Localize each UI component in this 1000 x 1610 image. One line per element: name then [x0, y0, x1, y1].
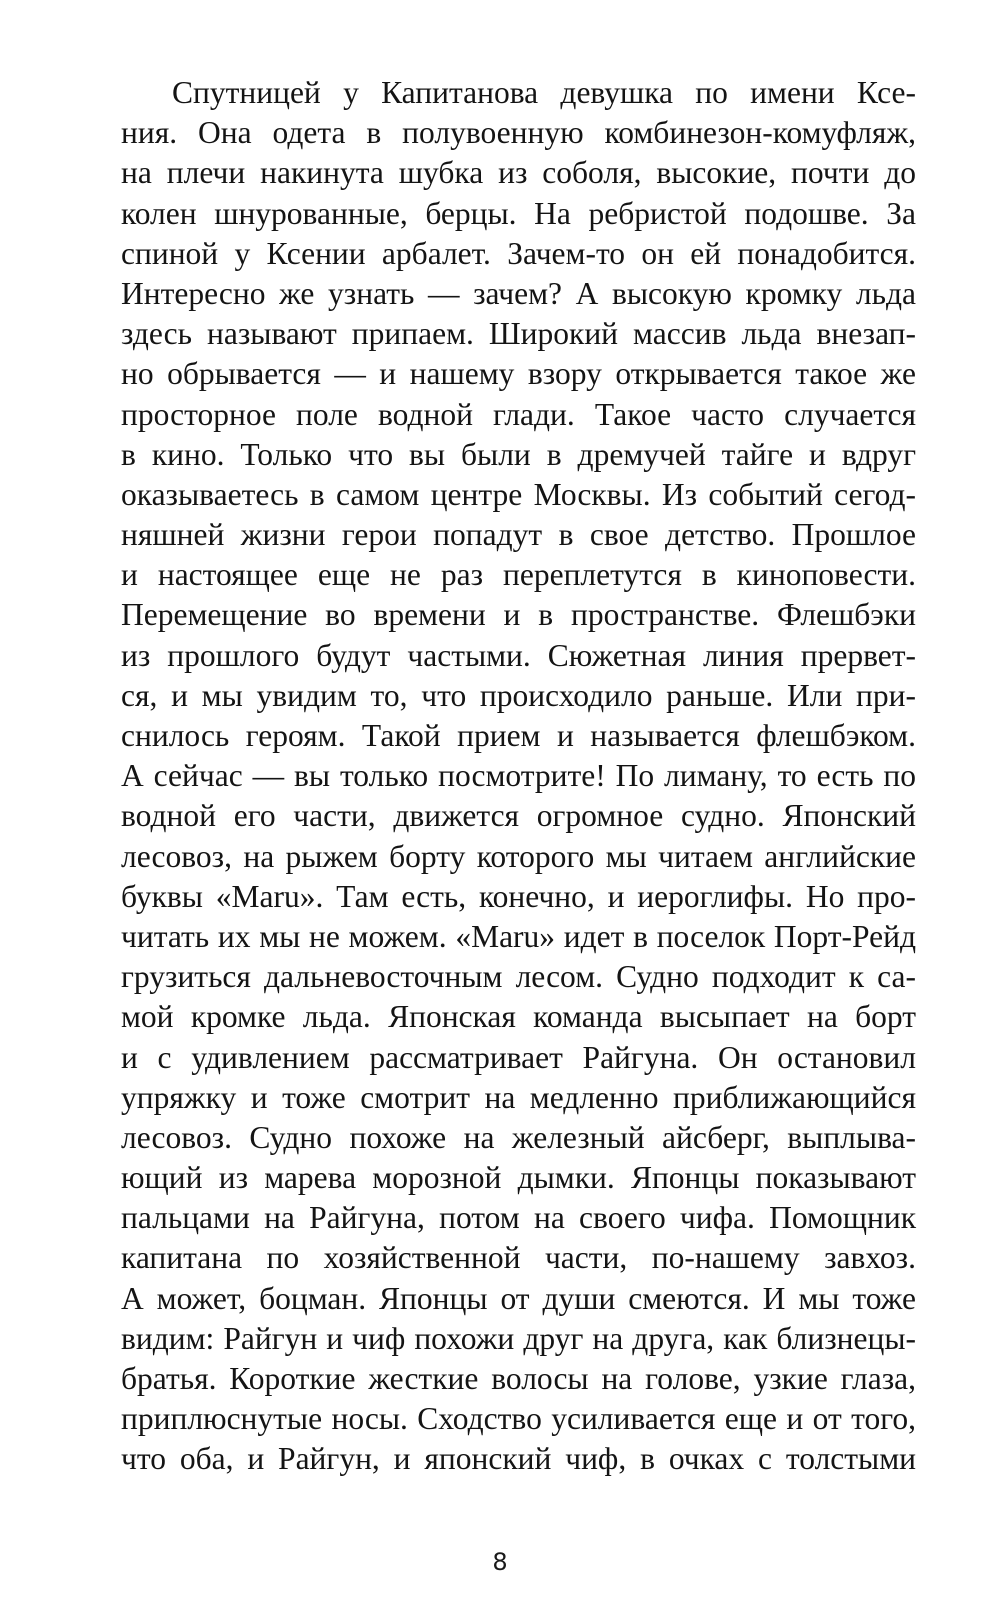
text-line: снилось героям. Такой прием и называется флешбэком. — [121, 718, 916, 753]
text-line: из прошлого будут частыми. Сюжетная линия прервет- — [121, 637, 916, 673]
text-line: и с удивлением рассматривает Райгуна. Он остановил — [121, 1039, 916, 1075]
text-line: Спутницей у Капитанова девушка по имени Ксе- — [172, 75, 916, 110]
text-line: ся, и мы увидим то, что происходило раньше. Или при- — [121, 677, 916, 713]
text-line: водной его части, движется огромное судно. Японский — [121, 798, 916, 834]
page-number: 8 — [492, 1548, 508, 1576]
text-line: просторное поле водной глади. Такое часто случается — [121, 396, 916, 432]
text-line: Перемещение во времени и в пространстве. Флешбэки — [121, 597, 916, 633]
text-line: приплюснутые носы. Сходство усиливается еще и от того, — [121, 1401, 916, 1437]
text-line: ния. Она одета в полувоенную комбинезон-комуфляж, — [121, 115, 916, 151]
text-line: грузиться дальневосточным лесом. Судно подходит к са- — [121, 959, 916, 995]
text-line: упряжку и тоже смотрит на медленно приближающийся — [121, 1079, 916, 1115]
text-line: колен шнурованные, берцы. На ребристой подошве. За — [121, 195, 916, 231]
text-line: на плечи накинута шубка из соболя, высокие, почти до — [121, 155, 916, 191]
text-line: ющий из марева морозной дымки. Японцы показывают — [121, 1160, 916, 1196]
text-line: Интересно же узнать — зачем? А высокую кромку льда — [121, 275, 916, 311]
text-line: оказываетесь в самом центре Москвы. Из событий сегод- — [121, 476, 916, 512]
text-line: лесовоз. Судно похоже на железный айсберг, выплыва- — [121, 1119, 916, 1155]
text-line: здесь называют припаем. Широкий массив льда внезап- — [121, 316, 916, 352]
text-line: но обрывается — и нашему взору открывается такое же — [121, 356, 916, 392]
text-line: в кино. Только что вы были в дремучей тайге и вдруг — [121, 436, 916, 472]
text-line: пальцами на Райгуна, потом на своего чифа. Помощник — [121, 1200, 916, 1236]
text-line: читать их мы не можем. «Maru» идет в поселок Порт-Рейд — [121, 918, 916, 954]
body-text — [121, 73, 916, 1480]
text-line: капитана по хозяйственной части, по-нашему завхоз. — [121, 1240, 916, 1276]
text-line: лесовоз, на рыжем борту которого мы читаем английские — [121, 838, 916, 874]
text-line: видим: Райгун и чиф похожи друг на друга, как близнецы- — [121, 1320, 916, 1356]
text-line: няшней жизни герои попадут в свое детство. Прошлое — [121, 517, 916, 553]
text-line: А сейчас — вы только посмотрите! По лиману, то есть по — [121, 758, 916, 794]
text-line: А может, боцман. Японцы от души смеются. И мы тоже — [121, 1280, 916, 1316]
text-line: что оба, и Райгун, и японский чиф, в очках с толстыми — [121, 1441, 916, 1477]
text-line: мой кромке льда. Японская команда высыпает на борт — [121, 999, 916, 1035]
text-line: спиной у Ксении арбалет. Зачем-то он ей понадобится. — [121, 235, 916, 271]
text-line: буквы «Maru». Там есть, конечно, и иероглифы. Но про- — [121, 878, 916, 914]
text-line: и настоящее еще не раз переплетутся в киноповести. — [121, 557, 916, 593]
text-line: братья. Короткие жесткие волосы на голове, узкие глаза, — [121, 1361, 916, 1396]
